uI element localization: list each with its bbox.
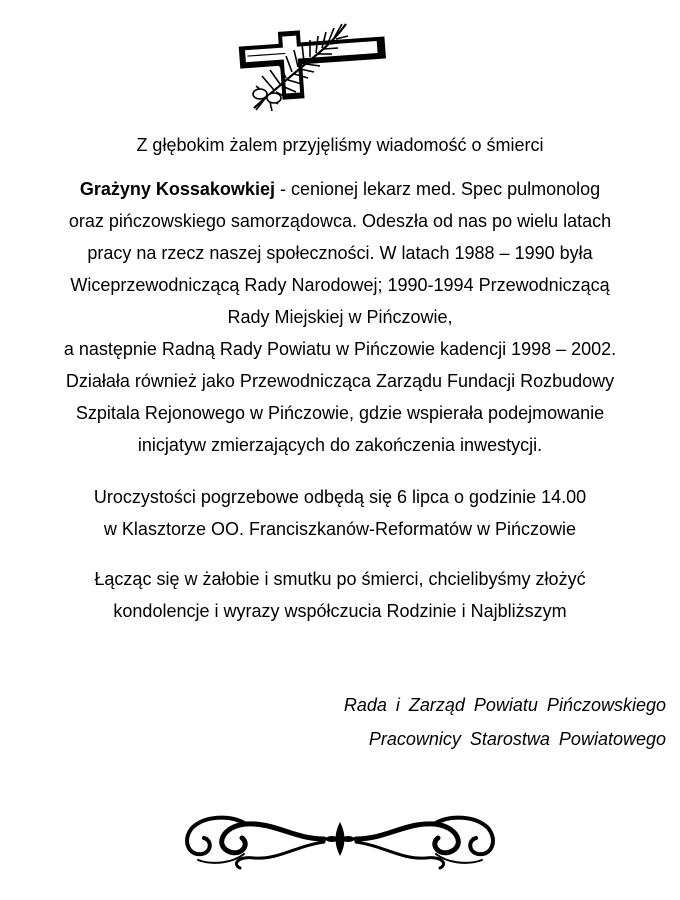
bio-line-6: Działała również jako Przewodnicząca Zarządu Fundacji Rozbudowy (65, 371, 615, 391)
condolence-text (20, 563, 660, 627)
bio-line-1: oraz pińczowskiego samorządowca. Odeszła od nas po wielu latach (68, 211, 612, 231)
deceased-name: Grażyny Kossakowkiej (79, 179, 275, 199)
bio-line-0: - cenionej lekarz med. Spec pulmonolog (274, 179, 601, 199)
funeral-info (20, 481, 660, 545)
flourish-divider-icon (174, 808, 506, 870)
condolence-line-0: Łącząc się w żałobie i smutku po śmierci, chcielibyśmy złożyć (94, 569, 586, 589)
intro-text (20, 129, 660, 161)
funeral-line-1: w Klasztorze OO. Franciszkanów-Reformatów w Pińczowie (103, 519, 577, 539)
signature-line-1: Rada i Zarząd Powiatu Pińczowskiego (343, 695, 666, 715)
condolence-line-1: kondolencje i wyrazy współczucia Rodzinie i Najbliższym (113, 601, 567, 621)
funeral-line-0: Uroczystości pogrzebowe odbędą się 6 lipca o godzinie 14.00 (93, 487, 587, 507)
bio-line-3: Wiceprzewodniczącą Rady Narodowej; 1990-1994 Przewodniczącą (70, 275, 610, 295)
cross-with-palm-icon (218, 12, 394, 112)
bio-line-8: inicjatyw zmierzających do zakończenia inwestycji. (137, 435, 543, 455)
bio-line (20, 173, 660, 205)
bio-line-7: Szpitala Rejonowego w Pińczowie, gdzie wspierała podejmowanie (75, 403, 605, 423)
bio-line-5: a następnie Radną Rady Powiatu w Pińczowie kadencji 1998 – 2002. (63, 339, 617, 359)
biography (20, 173, 660, 461)
signature-line-2: Pracownicy Starostwa Powiatowego (368, 729, 666, 749)
intro-line: Z głębokim żalem przyjęliśmy wiadomość o śmierci (136, 135, 544, 155)
bio-line-2: pracy na rzecz naszej społeczności. W latach 1988 – 1990 była (87, 243, 593, 263)
bio-line-4: Rady Miejskiej w Pińczowie, (227, 307, 453, 327)
